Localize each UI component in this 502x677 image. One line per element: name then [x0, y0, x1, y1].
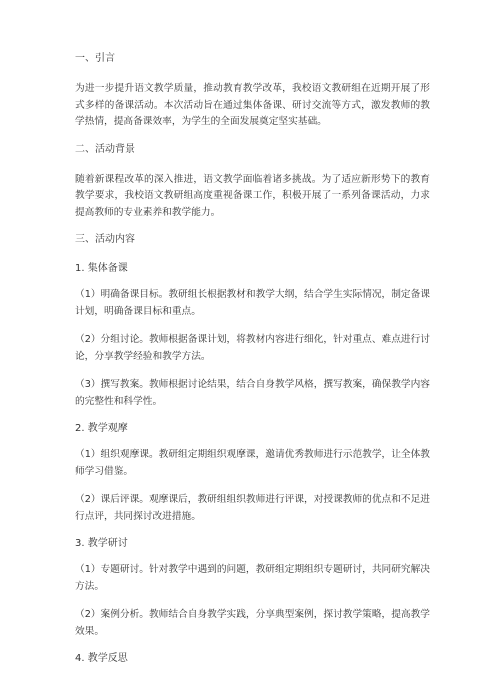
collective-prep-item-2: （2）分组讨论。教师根据备课计划，将教材内容进行细化，针对重点、难点进行讨论，分享教学经验和教学方法。: [75, 334, 430, 362]
collective-prep-item-3: （3）撰写教案。教师根据讨论结果，结合自身教学风格，撰写教案，确保教学内容的完整性和科学性。: [75, 379, 430, 407]
section-heading-intro: 一、引言: [75, 53, 115, 64]
section-heading-content: 三、活动内容: [75, 234, 135, 245]
collective-prep-item-1: （1）明确备课目标。教研组长根据教材和教学大纲，结合学生实际情况，制定备课计划，明确备课目标和重点。: [75, 289, 430, 317]
section-heading-background: 二、活动背景: [75, 143, 135, 155]
intro-paragraph: 为进一步提升语文教学质量，推动教育教学改革，我校语文教研组在近期开展了形式多样的备课活动。本次活动旨在通过集体备课、研讨交流等方式，激发教师的教学热情，提高备课效率，为学生的全面发展奠定坚实基础。: [75, 83, 430, 127]
background-paragraph: 随着新课程改革的深入推进，语文教学面临着诸多挑战。为了适应新形势下的教育教学要求，我校语文教研组高度重视备课工作，积极开展了一系列备课活动，力求提高教师的专业素养和教学能力。: [75, 173, 430, 218]
research-item-2: （2）案例分析。教师结合自身教学实践，分享典型案例，探讨教学策略，提高教学效果。: [75, 609, 430, 637]
document-content: [75, 52, 430, 677]
subheading-observation: 2. 教学观摩: [75, 423, 128, 434]
observation-item-1: （1）组织观摩课。教研组定期组织观摩课，邀请优秀教师进行示范教学，让全体教师学习借鉴。: [75, 449, 430, 477]
subheading-research: 3. 教学研讨: [75, 538, 128, 549]
observation-item-2: （2）课后评课。观摩课后，教研组组织教师进行评课，对授课教师的优点和不足进行点评，共同探讨改进措施。: [75, 494, 430, 522]
research-item-1: （1）专题研讨。针对教学中遇到的问题，教研组定期组织专题研讨，共同研究解决方法。: [75, 564, 430, 592]
subheading-reflection: 4. 教学反思: [75, 653, 128, 664]
subheading-collective-prep: 1. 集体备课: [75, 263, 128, 274]
